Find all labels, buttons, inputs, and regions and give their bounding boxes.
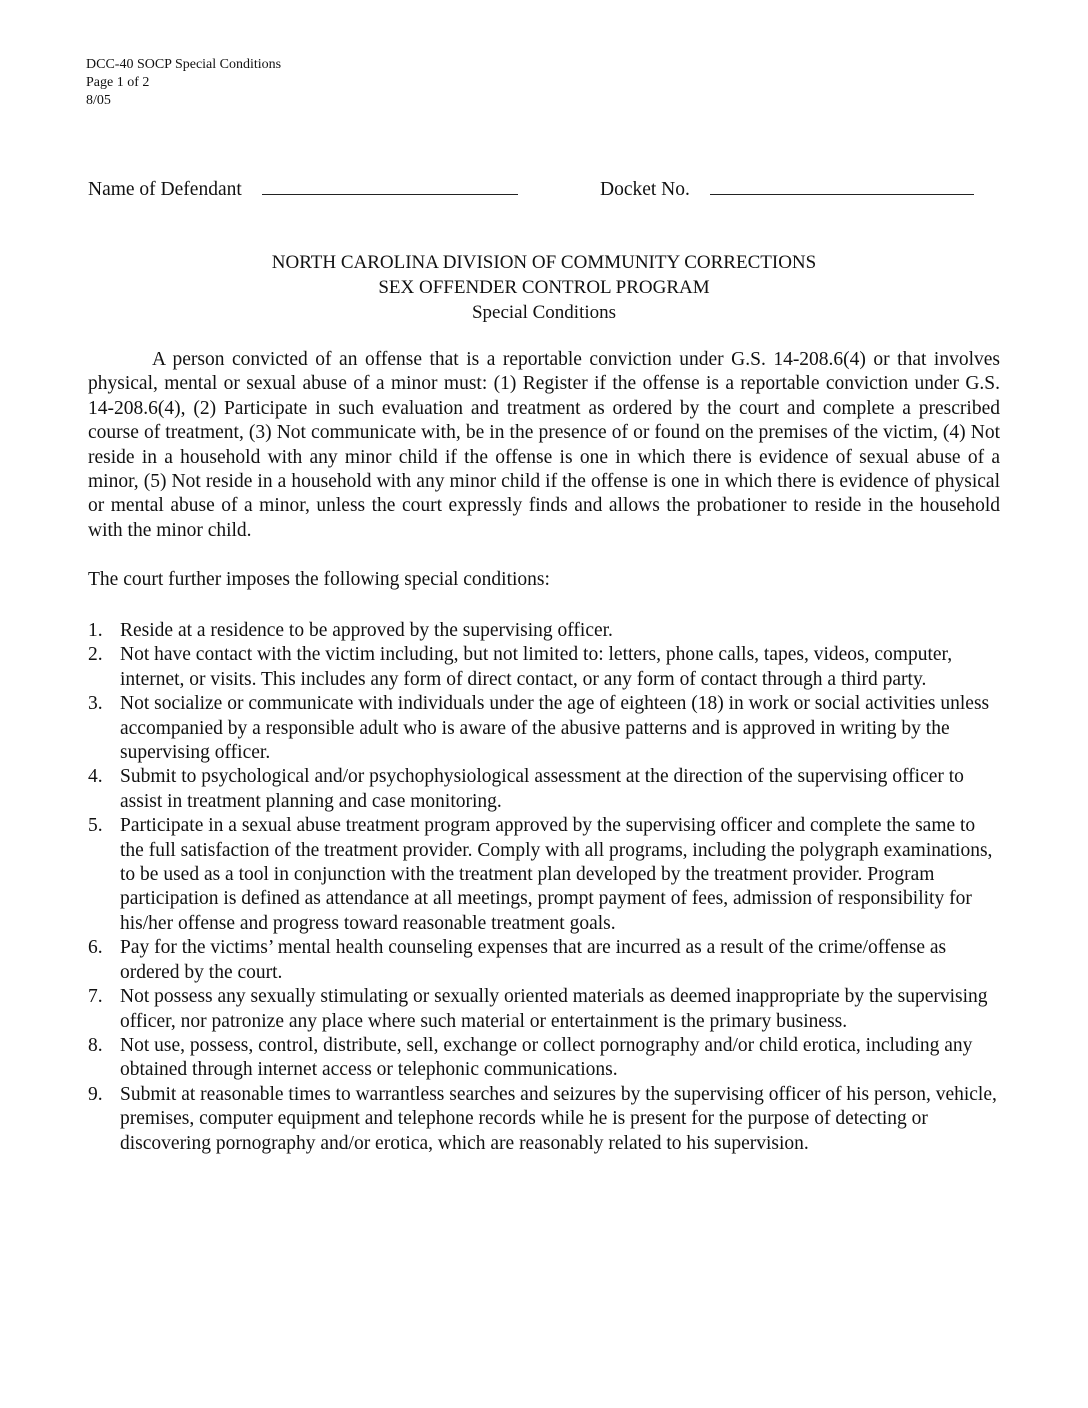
form-code: DCC-40 SOCP Special Conditions [86,57,282,72]
condition-item [88,814,1000,936]
condition-number: 2. [88,644,103,666]
condition-number: 1. [88,620,103,641]
condition-text: Submit at reasonable times to warrantless searches and seizures by the supervising officer of his person, vehicle, premises, computer equipment and telephone records while he is present for the purpose of detecting or discovering pornography and/or erotica, which are reasonably related to his supervision. [120,1083,997,1154]
form-identifier [86,56,281,110]
condition-item [88,692,1000,765]
condition-text: Reside at a residence to be approved by the supervising officer. [120,620,613,641]
condition-text: Submit to psychological and/or psychophysiological assessment at the direction of the supervising officer to assist in treatment planning and case monitoring. [120,766,964,812]
program-title: SEX OFFENDER CONTROL PROGRAM [378,277,710,298]
condition-number: 3. [88,693,103,715]
defendant-label: Name of Defendant [88,179,242,200]
docket-number-blank[interactable] [710,176,974,195]
condition-item [88,936,1000,985]
condition-number: 7. [88,986,103,1008]
document-subtitle: Special Conditions [471,302,617,323]
agency-title: NORTH CAROLINA DIVISION OF COMMUNITY CORRECTIONS [271,252,817,273]
condition-item [88,643,1000,692]
document-title [0,250,1088,325]
condition-text: Participate in a sexual abuse treatment program approved by the supervising officer and complete the same to the full satisfaction of the treatment provider. Comply with all programs, including the polygraph examinations, to be used as a tool in conjunction with the treatment plan developed by the treatment provider. Program participation is defined as attendance at all meetings, prompt payment of fees, admission of responsibility for his/her offense and progress toward reasonable treatment goals. [120,815,993,934]
condition-number: 5. [88,815,103,837]
condition-text: Not have contact with the victim including, but not limited to: letters, phone calls, tapes, videos, computer, internet, or visits. This includes any form of direct contact, or any form of contact through a third party. [120,644,953,690]
condition-number: 8. [88,1034,103,1056]
condition-number: 4. [88,766,103,788]
further-conditions-intro: The court further imposes the following special conditions: [88,569,550,590]
page-indicator: Page 1 of 2 [86,75,150,90]
intro-paragraph: A person convicted of an offense that is a reportable conviction under G.S. 14-208.6(4) or that involves physical, mental or sexual abuse of a minor must: (1) Register if the offense is a reportable conviction under G.S. 14-208.6(4), (2) Participate in such evaluation and treatment as ordered by the court and complete a prescribed course of treatment, (3) Not communicate with, be in the presence of or found on the premises of the victim, (4) Not reside in a household with any minor child if the offense is one in which there is evidence of sexual abuse of a minor, (5) Not reside in a household with any minor child if the offense is one in which there is evidence of physical or mental abuse of a minor, unless the court expressly finds and allows the probationer to reside in the household with the minor child. [88,349,1000,541]
revision-date: 8/05 [86,93,111,108]
condition-item [88,1034,1000,1083]
condition-item [88,985,1000,1034]
condition-text: Not use, possess, control, distribute, sell, exchange or collect pornography and/or child erotica, including any obtained through internet access or telephonic communications. [120,1034,973,1081]
condition-item [88,619,1000,643]
defendant-field [88,176,518,204]
condition-number: 9. [88,1083,103,1105]
condition-item [88,1083,1000,1156]
defendant-name-blank[interactable] [262,176,518,195]
condition-text: Not possess any sexually stimulating or sexually oriented materials as deemed inappropriate by the supervising officer, nor patronize any place where such material or entertainment is the primary business. [120,986,988,1032]
condition-text: Pay for the victims’ mental health counseling expenses that are incurred as a result of the crime/offense as ordered by the court. [120,937,947,983]
docket-field [600,176,974,204]
condition-text: Not socialize or communicate with individuals under the age of eighteen (18) in work or social activities unless accompanied by a responsible adult who is aware of the abusive patterns and is approved in writing by the supervising officer. [120,693,990,764]
special-conditions-list [88,619,1000,1156]
condition-item [88,765,1000,814]
condition-number: 6. [88,937,103,959]
docket-label: Docket No. [600,179,690,200]
